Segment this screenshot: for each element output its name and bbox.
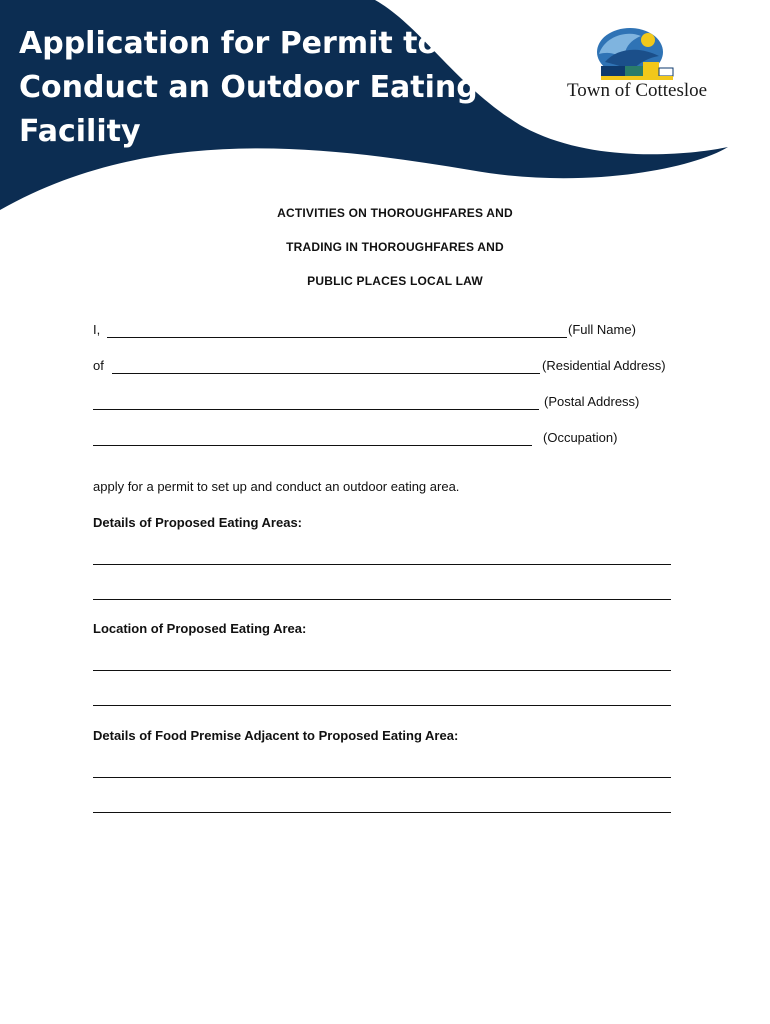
page-title: Application for Permit to Conduct an Outdoor Eating Facility (19, 26, 478, 149)
law-heading-line-2: TRADING IN THOROUGHFARES AND (286, 240, 504, 254)
location-field-line-2[interactable] (93, 705, 671, 706)
postal-address-field[interactable] (93, 409, 539, 410)
location-section-label: Location of Proposed Eating Area: (93, 621, 307, 636)
food-premise-field-line-1[interactable] (93, 777, 671, 778)
food-premise-field-line-2[interactable] (93, 812, 671, 813)
full-name-prefix: I, (93, 322, 101, 337)
town-logo-text: Town of Cottesloe (567, 80, 708, 101)
permit-statement: apply for a permit to set up and conduct an outdoor eating area. (93, 479, 460, 494)
occupation-label: (Occupation) (543, 430, 618, 445)
details-field-line-1[interactable] (93, 564, 671, 565)
law-heading-line-3: PUBLIC PLACES LOCAL LAW (307, 274, 483, 288)
location-field-line-1[interactable] (93, 670, 671, 671)
food-premise-section-label: Details of Food Premise Adjacent to Proposed Eating Area: (93, 728, 459, 743)
postal-address-label: (Postal Address) (544, 394, 640, 409)
residential-address-label: (Residential Address) (542, 358, 666, 373)
residential-prefix: of (93, 358, 104, 373)
residential-address-field[interactable] (112, 373, 540, 374)
details-section-label: Details of Proposed Eating Areas: (93, 515, 303, 530)
full-name-label: (Full Name) (568, 322, 636, 337)
details-field-line-2[interactable] (93, 599, 671, 600)
full-name-field[interactable] (107, 337, 567, 338)
occupation-field[interactable] (93, 445, 532, 446)
law-heading-line-1: ACTIVITIES ON THOROUGHFARES AND (277, 206, 513, 220)
